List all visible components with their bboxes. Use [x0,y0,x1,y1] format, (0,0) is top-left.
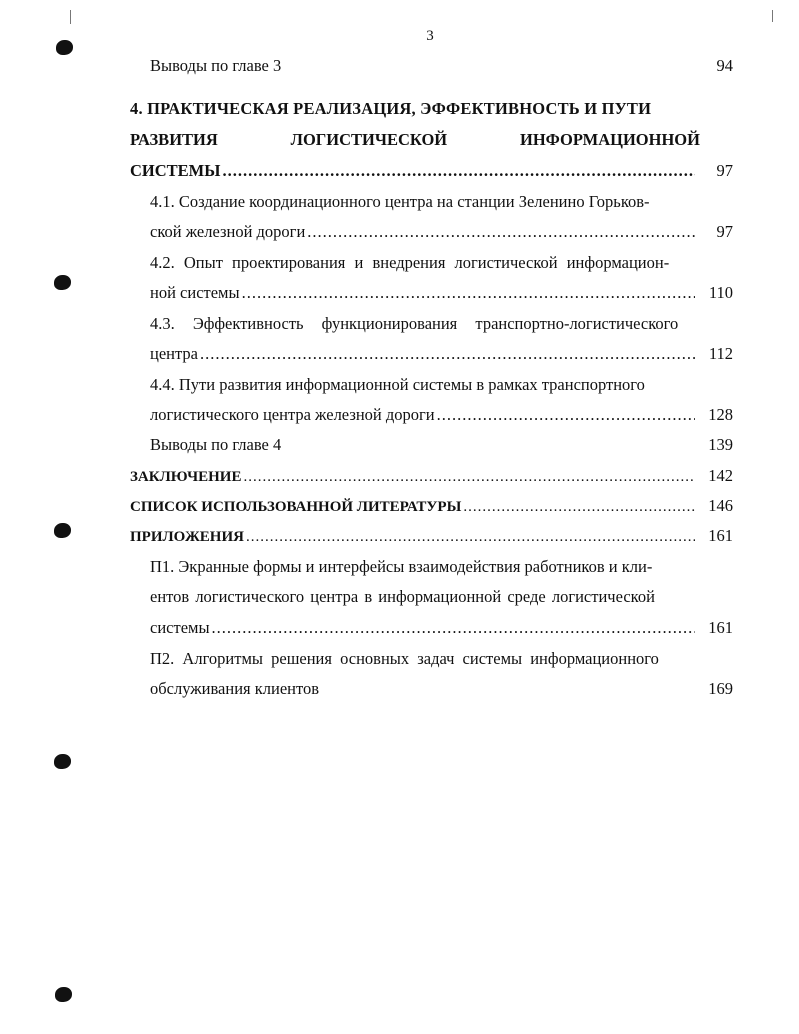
toc-page-44: 128 [708,405,733,424]
toc-label-literature: СПИСОК ИСПОЛЬЗОВАННОЙ ЛИТЕРАТУРЫ [130,499,462,515]
toc-43-line1: 4.3. Эффективность функционирования транспортно-логистического [150,314,679,333]
toc-entry-43 [150,344,733,364]
toc-entry-p1 [150,618,733,638]
toc-label-vyvody4: Выводы по главе 4 [150,435,282,454]
leader-dots [437,405,695,425]
toc-entry-appendix [130,526,733,547]
chapter4-heading-line3: СИСТЕМЫ [130,161,221,180]
leader-dots [307,222,695,242]
toc-entry-literature [130,496,733,517]
chapter4-heading-line2 [130,130,700,150]
punch-hole-mark [54,754,71,769]
toc-page-41: 97 [716,222,733,241]
toc-page-p2: 169 [708,679,733,698]
heading-word: РАЗВИТИЯ [130,130,218,149]
punch-hole-mark [56,40,73,55]
heading-word: ИНФОРМАЦИОННОЙ [520,130,700,149]
toc-entry-42 [150,283,733,303]
leader-dots [463,497,695,517]
toc-44-line1: 4.4. Пути развития информационной системы в рамках транспортного [150,375,645,394]
punch-hole-mark [54,523,71,538]
chapter4-heading-line1: 4. ПРАКТИЧЕСКАЯ РЕАЛИЗАЦИЯ, ЭФФЕКТИВНОСТЬ И ПУТИ [130,99,652,118]
toc-entry-44 [150,405,733,425]
punch-hole-mark [55,987,72,1002]
leader-dots [243,467,695,487]
scan-speck [772,10,773,22]
scan-speck [70,10,71,24]
toc-p2-line1: П2. Алгоритмы решения основных задач системы информационного [150,649,659,668]
toc-p1-line3: системы [150,618,210,637]
toc-label-vyvody3: Выводы по главе 3 [150,56,282,75]
toc-page-vyvody4: 139 [708,435,733,454]
toc-p1-line2: ентов логистического центра в информационной среде логистической [150,587,655,606]
toc-page-vyvody3: 94 [716,56,733,75]
toc-entry-conclusion [130,466,733,487]
toc-label-appendix: ПРИЛОЖЕНИЯ [130,529,244,545]
toc-page-appendix: 161 [708,526,733,545]
toc-label-conclusion: ЗАКЛЮЧЕНИЕ [130,469,242,485]
toc-page-ch4: 97 [716,161,733,180]
toc-41-line2: ской железной дороги [150,222,306,241]
toc-41-line1: 4.1. Создание координационного центра на станции Зеленино Горьков- [150,192,650,211]
toc-page-conclusion: 142 [708,466,733,485]
toc-entry-ch4 [130,161,733,181]
toc-p1-line1: П1. Экранные формы и интерфейсы взаимодействия работников и кли- [150,557,653,576]
leader-dots [242,283,695,303]
toc-page-literature: 146 [708,496,733,515]
toc-42-line1: 4.2. Опыт проектирования и внедрения логистической информацион- [150,253,670,272]
toc-p2-line2: обслуживания клиентов [150,679,320,698]
punch-hole-mark [54,275,71,290]
toc-44-line2: логистического центра железной дороги [150,405,435,424]
leader-dots [200,344,695,364]
leader-dots [246,527,695,547]
toc-43-line2: центра [150,344,198,363]
toc-page-42: 110 [708,283,733,302]
toc-page-p1: 161 [708,618,733,637]
leader-dots [212,618,695,638]
leader-dots [222,161,695,181]
toc-entry-41 [150,222,733,242]
toc-page-43: 112 [708,344,733,363]
heading-word: ЛОГИСТИЧЕСКОЙ [290,130,448,149]
page-number: 3 [426,28,434,44]
toc-42-line2: ной системы [150,283,240,302]
